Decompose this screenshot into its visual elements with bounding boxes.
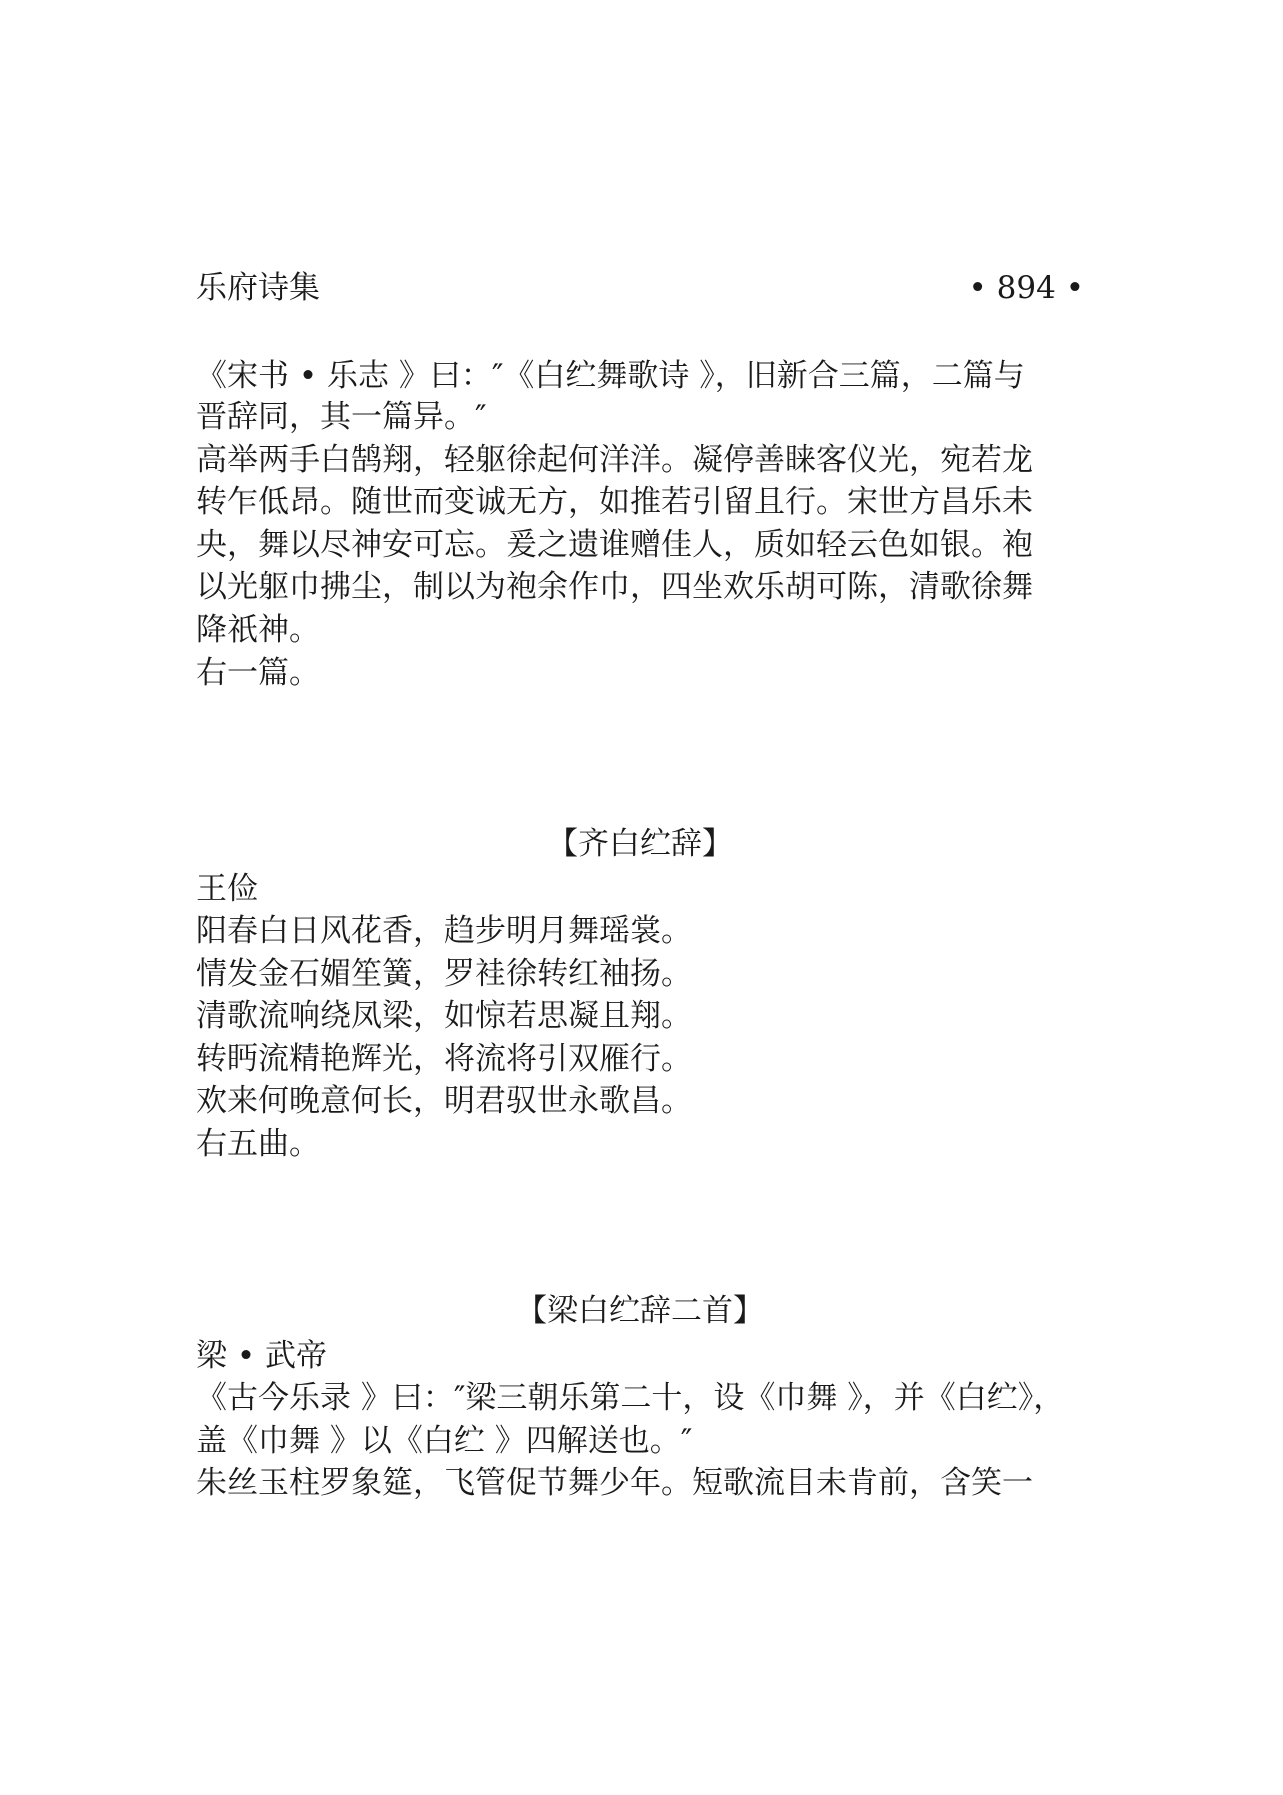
- text-line: 高举两手白鹄翔，轻躯徐起何洋洋。凝停善睐客仪光，宛若龙: [196, 442, 1033, 478]
- text-line: 右一篇。: [196, 655, 320, 691]
- text-line: 晋辞同，其一篇异。″: [196, 399, 487, 435]
- text-line: 《古今乐录 》曰：″梁三朝乐第二十，设《巾舞 》，并《白纻》，: [196, 1380, 1065, 1416]
- book-title: 乐府诗集: [196, 270, 320, 306]
- poem-author: 梁 • 武帝: [196, 1338, 327, 1374]
- poem-author: 王俭: [196, 871, 258, 907]
- page-header: [196, 266, 1084, 310]
- poem-line: 转眄流精艳辉光，将流将引双雁行。: [196, 1041, 692, 1077]
- text-line: 降祇神。: [196, 612, 320, 648]
- poem-line: 朱丝玉柱罗象筵，飞管促节舞少年。短歌流目未肯前，含笑一: [196, 1465, 1033, 1501]
- poem-line: 欢来何晚意何长，明君驭世永歌昌。: [196, 1083, 692, 1119]
- poem-title: 【梁白纻辞二首】: [516, 1293, 764, 1329]
- text-line: 《宋书 • 乐志 》曰：″《白纻舞歌诗 》，旧新合三篇，二篇与: [196, 358, 1025, 394]
- page-number: • 894 •: [968, 270, 1084, 306]
- poem-title: 【齐白纻辞】: [547, 826, 733, 862]
- poem-line: 情发金石媚笙簧，罗袿徐转红袖扬。: [196, 956, 692, 992]
- text-line: 央，舞以尽神安可忘。爰之遗谁赠佳人，质如轻云色如银。袍: [196, 527, 1033, 563]
- text-line: 盖《巾舞 》以《白纻 》四解送也。″: [196, 1423, 693, 1459]
- poem-line: 清歌流响绕凤梁，如惊若思凝且翔。: [196, 998, 692, 1034]
- text-line: 以光躯巾拂尘，制以为袍余作巾，四坐欢乐胡可陈，清歌徐舞: [196, 569, 1033, 605]
- poem-line: 右五曲。: [196, 1126, 320, 1162]
- poem-line: 阳春白日风花香，趋步明月舞瑶裳。: [196, 913, 692, 949]
- text-line: 转乍低昂。随世而变诚无方，如推若引留且行。宋世方昌乐未: [196, 484, 1033, 520]
